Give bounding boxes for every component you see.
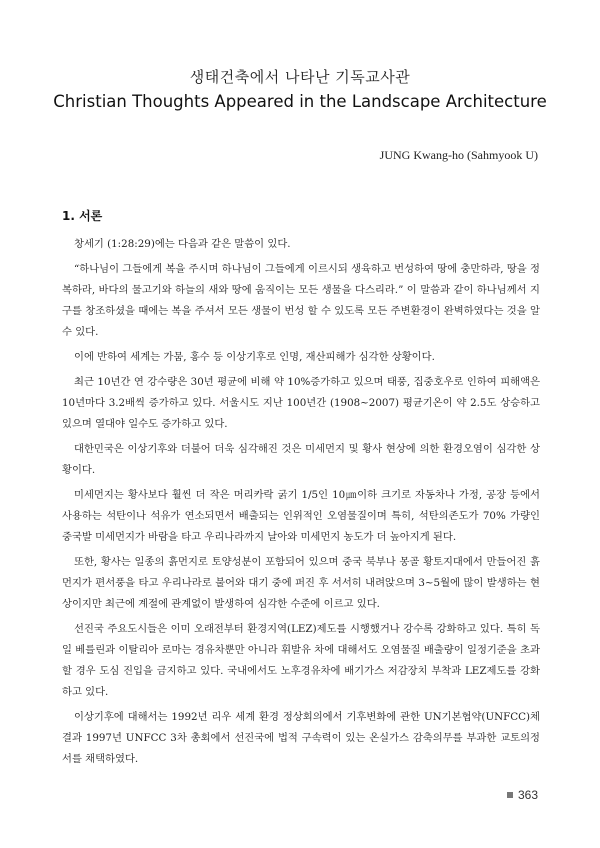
page-number-value: 363 xyxy=(517,788,538,802)
paragraph: 또한, 황사는 일종의 흙먼지로 토양성분이 포함되어 있으며 중국 북부나 몽골 황토지대에서 만들어진 흙먼지가 편서풍을 타고 우리나라로 불어와 대기 중에 퍼진 후 서서히 내려앉으며 3~5월에 많이 발생하는 현상이지만 최근에 계절에 관계없이 발생하여 심각한 수준에 이르고 있다. xyxy=(62,556,540,610)
title-korean: 생태건축에서 나타난 기독교사관 xyxy=(189,68,411,86)
section-heading: 1. 서론 xyxy=(62,209,103,223)
author-line: JUNG Kwang-ho (Sahmyook U) xyxy=(379,148,538,162)
paragraph: 미세먼지는 황사보다 훨씬 더 작은 머리카락 굵기 1/5인 10㎛이하 크기로 자동차나 가정, 공장 등에서 사용하는 석탄이나 석유가 연소되면서 배출되는 인위적인 오염물질이며 특히, 석탄의존도가 70% 가량인 중국발 미세먼지가 바람을 타고 우리나라까지 날아와 미세먼지 농도가 더 높아지게 된다. xyxy=(62,489,540,543)
title-english: Christian Thoughts Appeared in the Landscape Architecture xyxy=(53,92,547,111)
paragraph: 선진국 주요도시들은 이미 오래전부터 환경지역(LEZ)제도를 시행했거나 강수록 강화하고 있다. 특히 독일 베를린과 이탈리아 로마는 경유차뿐만 아니라 휘발유 차에 대해서도 오염물질 배출량이 일정기준을 초과할 경우 도심 진입을 금지하고 있다. 국내에서도 노후경유차에 배기가스 저감장치 부착과 LEZ제도를 강화하고 있다. xyxy=(62,623,541,698)
square-bullet-icon xyxy=(507,792,513,798)
paragraph: “하나님이 그들에게 복을 주시며 하나님이 그들에게 이르시되 생육하고 번성하여 땅에 충만하라, 땅을 정복하라, 바다의 물고기와 하늘의 새와 땅에 움직이는 모든 생물을 다스리라.” 이 말씀과 같이 하나님께서 지구를 창조하셨을 때에는 복을 주셔서 모든 생물이 번성 할 수 있도록 모든 주변환경이 완벽하였다는 것을 알 수 있다. xyxy=(62,263,540,338)
body-text xyxy=(62,234,540,774)
paragraph: 이상기후에 대해서는 1992년 리우 세계 환경 정상회의에서 기후변화에 관한 UN기본협약(UNFCC)체결과 1997년 UNFCC 3차 총회에서 선진국에 법적 구속력이 있는 온실가스 감축의무를 부과한 교토의정서를 채택하였다. xyxy=(62,711,540,765)
page-number xyxy=(507,788,538,802)
paragraph: 이에 반하여 세계는 가뭄, 홍수 등 이상기후로 인명, 재산피해가 심각한 상황이다. xyxy=(74,351,435,363)
paragraph: 최근 10년간 연 강수량은 30년 평균에 비해 약 10%증가하고 있으며 태풍, 집중호우로 인하여 피해액은 10년마다 3.2배씩 증가하고 있다. 서울시도 지난 100년간 (1908~2007) 평균기온이 약 2.5도 상승하고 있으며 열대야 일수도 증가하고 있다. xyxy=(62,376,540,430)
paragraph: 창세기 (1:28:29)에는 다음과 같은 말씀이 있다. xyxy=(74,238,291,250)
paragraph: 대한민국은 이상기후와 더불어 더욱 심각해진 것은 미세먼지 및 황사 현상에 의한 환경오염이 심각한 상황이다. xyxy=(62,443,540,476)
